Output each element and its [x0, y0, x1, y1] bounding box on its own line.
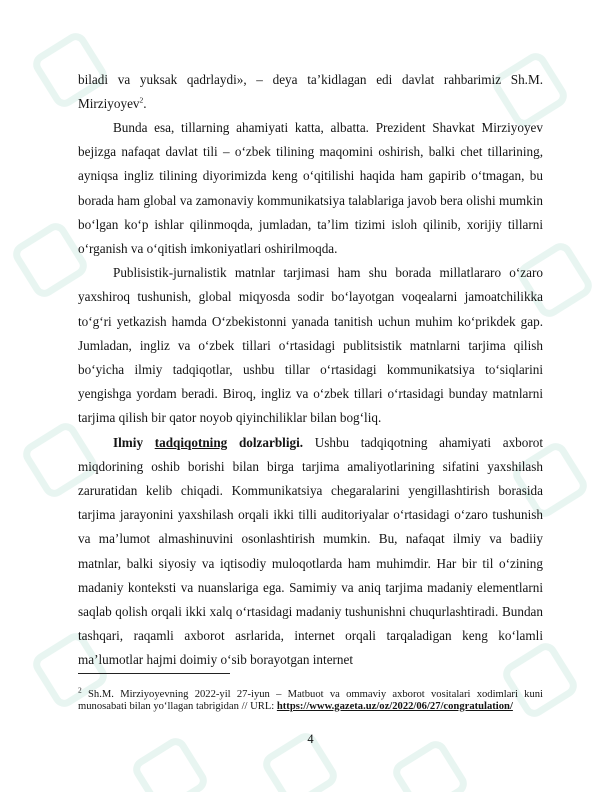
footnote-text: Sh.M. Mirziyoyevning 2022-yil 27-iyun – Matbuot va ommaviy axborot vositalari xodimlari kuni munosabati bilan yo‘llagan tabrigidan // URL:: [78, 688, 543, 712]
footnote-separator: [78, 673, 230, 674]
paragraph-continuation-text: biladi va yuksak qadrlaydi», – deya ta’kidlagan edi davlat rahbarimiz Sh.M. Mirziyoyev: [78, 72, 543, 112]
paragraph-languages: Bunda esa, tillarning ahamiyati katta, albatta. Prezident Shavkat Mirziyoyev bejizga nafaqat davlat tili – o‘zbek tilining maqomini oshirish, balki chet tillarining, ayniqsa ingliz tilining diyorimizda keng o‘qitilishi haqida ham gapirib o‘tmagan, bu borada ham global va zamonaviy kommunikatsiya talablariga javob bera olishi mumkin bo‘lgan ko‘p ishlar qilinmoqda, jumladan, ta’lim tizimi isloh qilinib, xorijiy tillarni o‘rganish va o‘qitish imkoniyatlari oshirilmoqda.: [78, 120, 543, 257]
relevance-text: Ushbu tadqiqotning ahamiyati axborot miqdorining oshib borishi bilan birga tarjima amaliyotlarining sifatini yaxshilash zaruratidan kelib chiqadi. Kommunikatsiya chegaralarini yengillashtirish borasida tarjima jarayonini yaxshilash orqali ikki tilli auditoriyalar o‘rtasidagi o‘zaro tushunish va ma’lumot almashinuvini osonlashtirish mumkin. Bu, nafaqat ilmiy va badiiy matnlar, balki siyosiy va iqtisodiy muloqotlarda ham muhimdir. Har bir til o‘zining madaniy konteksti va nuanslariga ega. Samimiy va aniq tarjima madaniy elementlarni saqlab qolish orqali ikki xalq o‘rtasidagi madaniy tushunishni chuqurlashtiradi. Bundan tashqari, raqamli axborot asrlarida, internet orqali tarqaladigan keng ko‘lamli ma’lumotlar hajmi doimiy o‘sib borayotgan internet: [78, 434, 544, 668]
paragraph-continuation-end: .: [143, 96, 147, 112]
footnote-url-link[interactable]: https://www.gazeta.uz/oz/2022/06/27/congratulation/: [276, 700, 513, 712]
heading-word-2: tadqiqotning: [154, 434, 228, 450]
section-heading-relevance: [113, 435, 303, 450]
paragraph-translation: Publisistik-jurnalistik matnlar tarjimasi ham shu borada millatlararo o‘zaro yaxshiroq tushunish, global miqyosda sodir bo‘layotgan voqealarni jamoatchilikka to‘g‘ri yetkazish hamda O‘zbekistonni yanada tanitish uchun muhim ko‘prikdek gap. Jumladan, ingliz va o‘zbek tillari o‘rtasidagi publitsistik matnlarni tarjima qilish bo‘yicha ilmiy tadqiqotlar, ushbu tillar o‘rtasidagi kommunikatsiya to‘siqlarini yengishga yordam beradi. Biroq, ingliz va o‘zbek tillari o‘rtasidagi bunday matnlarni tarjima qilish bir qator noyob qiyinchiliklar bilan bog‘liq.: [78, 265, 543, 426]
footnote-reference[interactable]: 2: [139, 95, 144, 105]
paragraph-relevance: [78, 431, 543, 673]
footnote: [78, 685, 543, 713]
footnote-marker: 2: [78, 685, 82, 695]
body-text: [78, 116, 543, 673]
heading-word-3: dolzarbligi.: [238, 434, 304, 450]
heading-word-1: Ilmiy: [113, 434, 144, 450]
paragraph-continuation: [78, 68, 543, 116]
page-number: 4: [307, 732, 314, 746]
